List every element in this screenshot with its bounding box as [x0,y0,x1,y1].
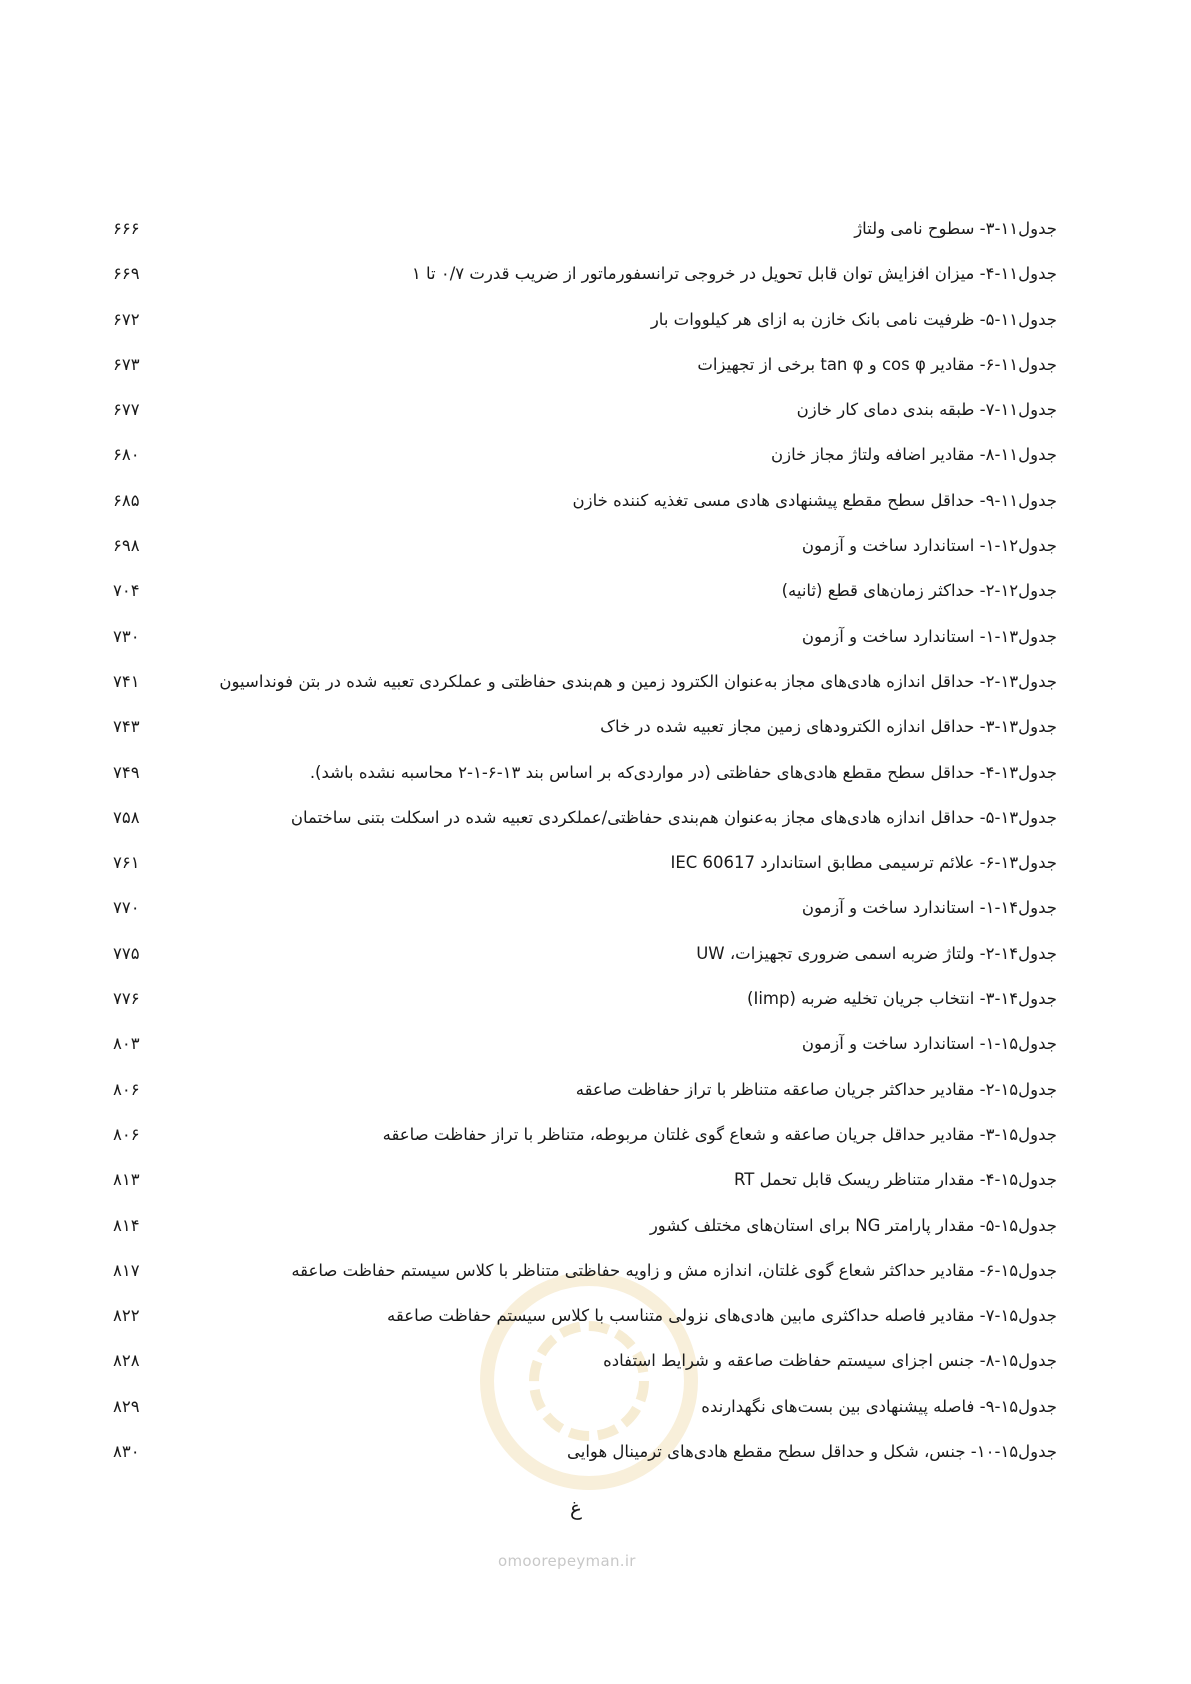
toc-entry-page: ۷۰۴ [113,581,140,601]
toc-row [113,627,1057,672]
toc-entry-title: جدول۱۱-۹- حداقل سطح مقطع پیشنهادی هادی مسی تغذیه کننده خازن [572,490,1057,510]
toc-entry-title: جدول۱۳-۴- حداقل سطح مقطع هادی‌های حفاظتی (در مواردی‌که بر اساس بند ۱۳-۶-۱-۲ محاسبه نشده باشد). [309,762,1057,782]
toc-entry-page: ۸۱۳ [113,1170,140,1190]
toc-row [113,672,1057,717]
toc-entry-title: جدول۱۳-۲- حداقل اندازه هادی‌های مجاز به‌عنوان الکترود زمین و هم‌بندی حفاظتی و عملکردی تعبیه شده در بتن فونداسیون [219,671,1057,691]
toc-entry-title: جدول۱۲-۱- استاندارد ساخت و آزمون [801,536,1057,556]
toc-entry-title: جدول۱۳-۶- علائم ترسیمی مطابق استاندارد IEC 60617 [670,853,1057,873]
toc-entry-page: ۷۵۸ [113,807,140,827]
toc-entry-page: ۷۷۶ [113,989,140,1009]
toc-entry-page: ۶۶۶ [113,219,140,238]
toc-row [113,898,1057,943]
toc-entry-page: ۷۷۵ [113,943,140,963]
toc-entry-page: ۸۲۲ [113,1306,140,1326]
toc-entry-title: جدول۱۱-۳- سطوح نامی ولتاژ [854,219,1057,238]
toc-row [113,717,1057,762]
toc-entry-page: ۶۸۰ [113,445,140,465]
toc-row [113,310,1057,355]
toc-row [113,1261,1057,1306]
toc-entry-page: ۷۴۳ [113,717,140,737]
table-of-contents [113,219,1057,1487]
toc-entry-page: ۸۰۶ [113,1124,140,1144]
toc-row [113,355,1057,400]
toc-entry-title: جدول۱۳-۳- حداقل اندازه الکترودهای زمین مجاز تعبیه شده در خاک [600,717,1057,737]
toc-row [113,763,1057,808]
toc-entry-page: ۶۶۹ [113,264,140,284]
toc-entry-title: جدول۱۵-۹- فاصله پیشنهادی بین بست‌های نگهدارنده [701,1396,1057,1416]
toc-row [113,1351,1057,1396]
toc-entry-page: ۶۸۵ [113,490,140,510]
toc-entry-page: ۶۹۸ [113,536,140,556]
toc-row [113,536,1057,581]
toc-entry-page: ۸۱۴ [113,1215,140,1235]
toc-entry-title: جدول۱۳-۱- استاندارد ساخت و آزمون [801,626,1057,646]
toc-entry-title: جدول۱۵-۶- مقادیر حداکثر شعاع گوی غلتان، اندازه مش و زاویه حفاظتی متناظر با کلاس سیستم حفاظت صاعقه [291,1260,1057,1280]
toc-entry-title: جدول۱۵-۵- مقدار پارامتر NG برای استان‌های مختلف کشور [649,1215,1057,1235]
toc-entry-page: ۸۰۳ [113,1034,140,1054]
toc-entry-title: جدول۱۱-۸- مقادیر اضافه ولتاژ مجاز خازن [771,445,1057,465]
toc-row [113,989,1057,1034]
toc-row [113,264,1057,309]
toc-entry-page: ۸۳۰ [113,1442,140,1462]
toc-entry-page: ۷۷۰ [113,898,140,918]
toc-entry-title: جدول۱۵-۱- استاندارد ساخت و آزمون [801,1034,1057,1054]
toc-entry-title: جدول۱۵-۱۰- جنس، شکل و حداقل سطح مقطع هادی‌های ترمینال هوایی [566,1442,1057,1462]
toc-row [113,1216,1057,1261]
toc-row [113,581,1057,626]
watermark-website: omoorepeyman.ir [498,1552,636,1570]
toc-entry-page: ۷۴۹ [113,762,140,782]
toc-row [113,1080,1057,1125]
toc-entry-page: ۸۰۶ [113,1079,140,1099]
toc-row [113,219,1057,264]
toc-entry-page: ۶۷۷ [113,400,140,420]
toc-entry-page: ۶۷۲ [113,309,140,329]
toc-entry-page: ۷۳۰ [113,626,140,646]
toc-entry-title: جدول۱۵-۴- مقدار متناظر ریسک قابل تحمل RT [734,1170,1057,1190]
toc-entry-title: جدول۱۵-۳- مقادیر حداقل جریان صاعقه و شعاع گوی غلتان مربوطه، متناظر با تراز حفاظت صاعقه [382,1124,1057,1144]
page-number: غ [570,1496,582,1520]
toc-entry-page: ۸۱۷ [113,1260,140,1280]
toc-entry-title: جدول۱۱-۶- مقادیر cos φ و tan φ برخی از تجهیزات [697,354,1057,374]
toc-row [113,808,1057,853]
toc-row [113,400,1057,445]
toc-entry-title: جدول۱۱-۵- ظرفیت نامی بانک خازن به ازای هر کیلووات بار [650,309,1057,329]
toc-row [113,1170,1057,1215]
toc-entry-title: جدول۱۳-۵- حداقل اندازه هادی‌های مجاز به‌عنوان هم‌بندی حفاظتی/عملکردی تعبیه شده در اسکلت بتنی ساختمان [290,807,1057,827]
toc-row [113,944,1057,989]
toc-entry-page: ۶۷۳ [113,354,140,374]
toc-entry-title: جدول۱۵-۷- مقادیر فاصله حداکثری مابین هادی‌های نزولی متناسب با کلاس سیستم حفاظت صاعقه [387,1306,1057,1326]
toc-row [113,491,1057,536]
toc-entry-page: ۷۴۱ [113,671,140,691]
toc-row [113,1397,1057,1442]
toc-row [113,1442,1057,1487]
toc-row [113,853,1057,898]
toc-entry-title: جدول۱۲-۲- حداکثر زمان‌های قطع (ثانیه) [781,581,1057,601]
toc-entry-page: ۷۶۱ [113,853,140,873]
toc-row [113,1034,1057,1079]
toc-entry-title: جدول۱۴-۳- انتخاب جریان تخلیه ضربه (Iimp) [747,989,1057,1009]
toc-row [113,445,1057,490]
toc-entry-title: جدول۱۱-۴- میزان افزایش توان قابل تحویل در خروجی ترانسفورماتور از ضریب قدرت ۰/۷ تا ۱ [411,264,1057,284]
toc-row [113,1125,1057,1170]
toc-entry-page: ۸۲۹ [113,1396,140,1416]
toc-row [113,1306,1057,1351]
toc-entry-title: جدول۱۴-۲- ولتاژ ضربه اسمی ضروری تجهیزات، UW [696,943,1057,963]
toc-entry-page: ۸۲۸ [113,1351,140,1371]
toc-entry-title: جدول۱۱-۷- طبقه بندی دمای کار خازن [796,400,1057,420]
toc-entry-title: جدول۱۴-۱- استاندارد ساخت و آزمون [801,898,1057,918]
toc-entry-title: جدول۱۵-۲- مقادیر حداکثر جریان صاعقه متناظر با تراز حفاظت صاعقه [575,1079,1057,1099]
toc-entry-title: جدول۱۵-۸- جنس اجزای سیستم حفاظت صاعقه و شرایط استفاده [603,1351,1057,1371]
